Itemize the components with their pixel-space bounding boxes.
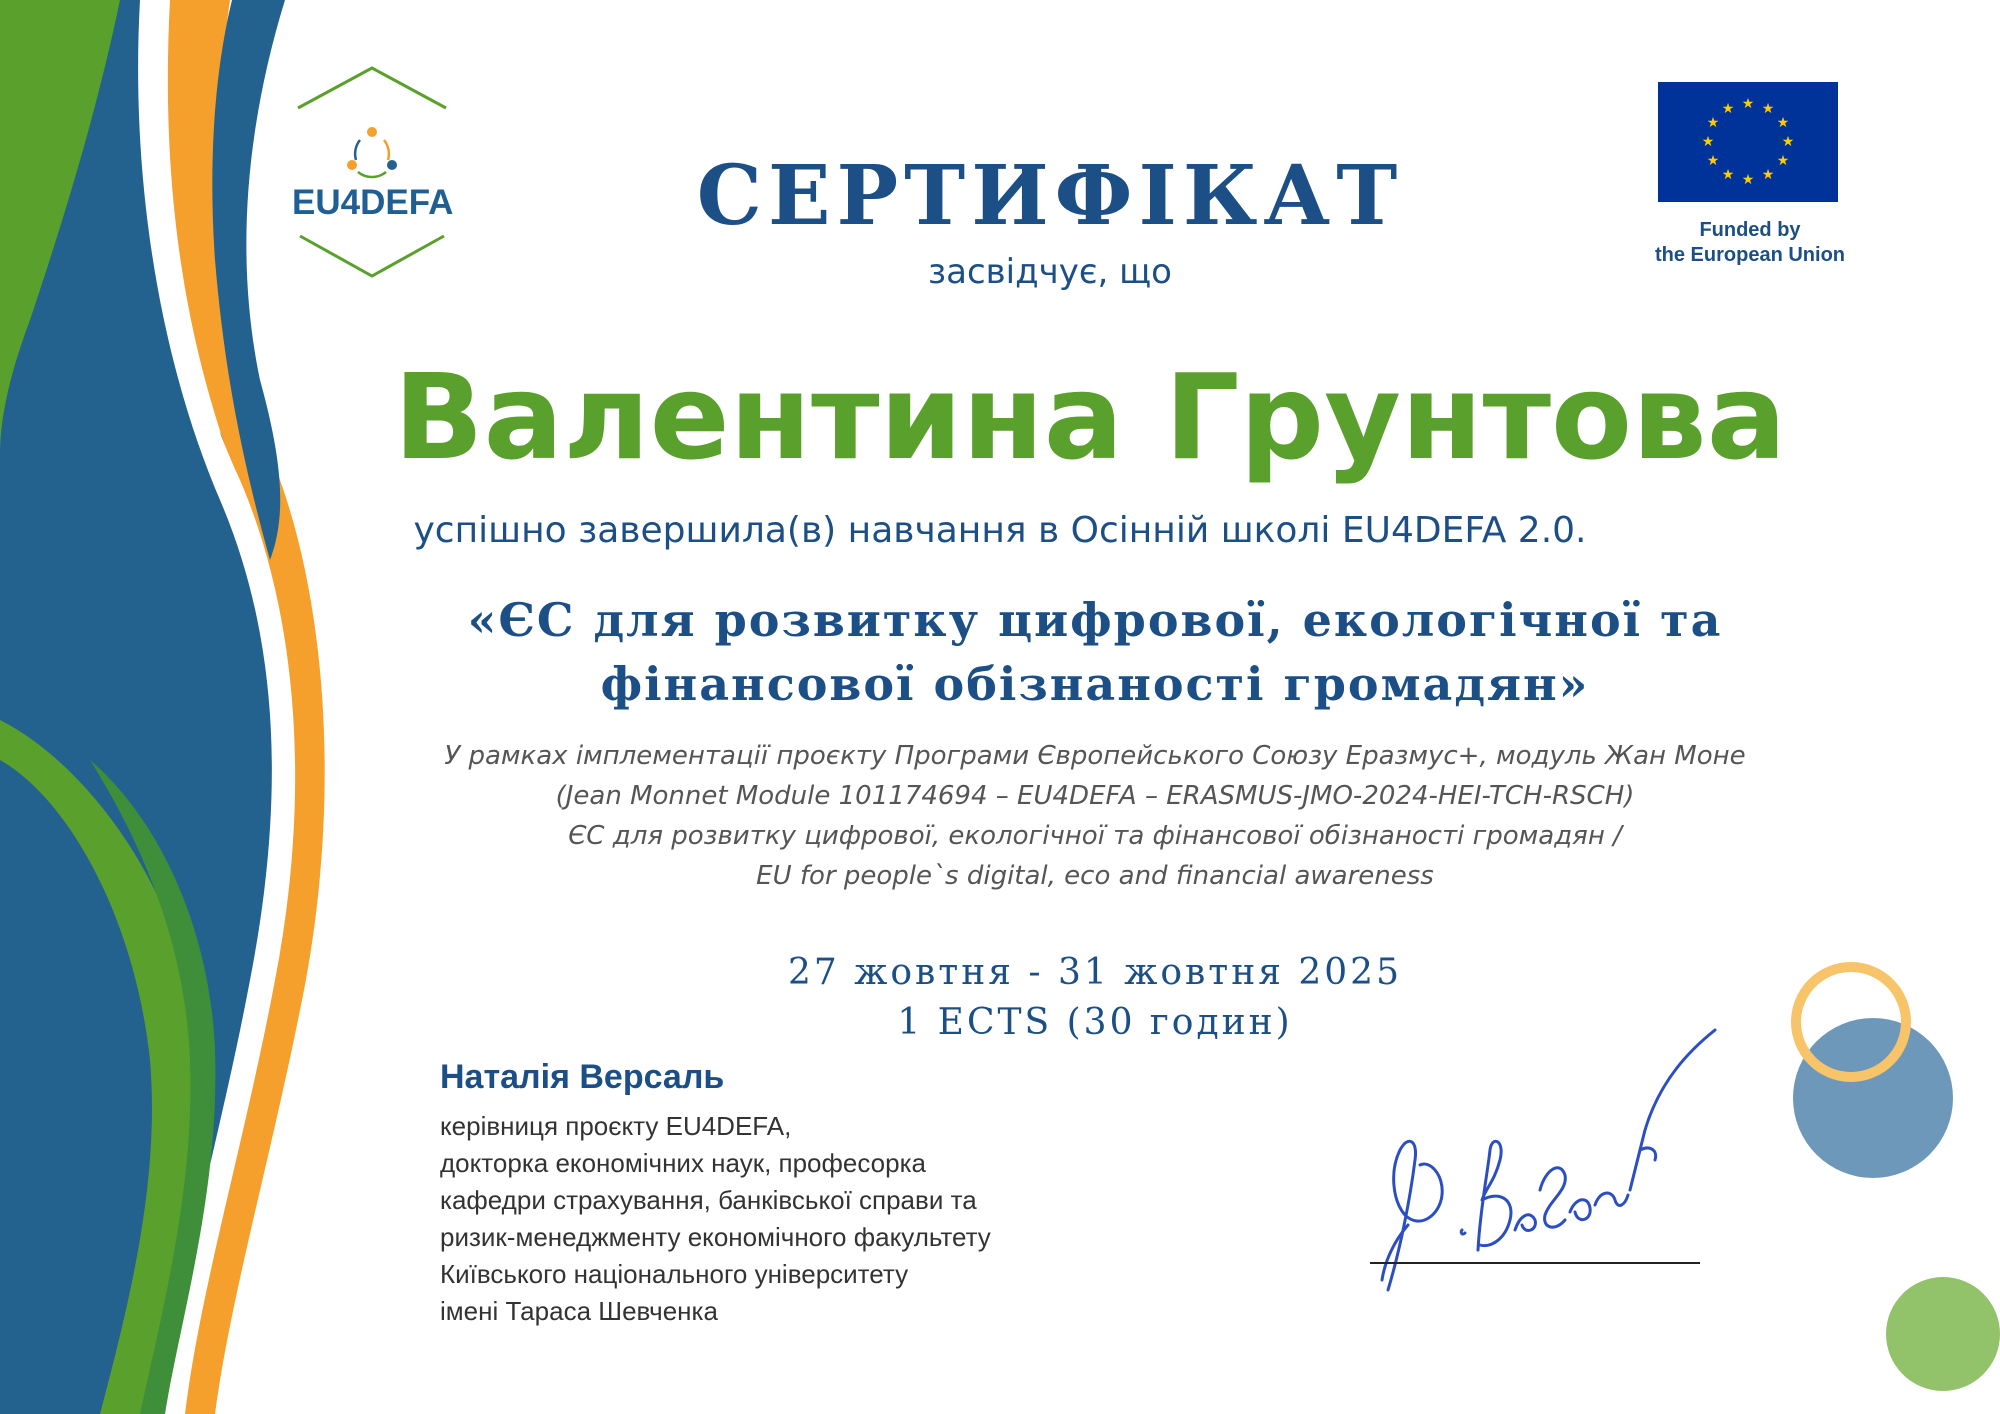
svg-text:★: ★ (1761, 101, 1775, 117)
svg-text:★: ★ (1721, 101, 1735, 117)
course-title-line1: «ЄС для розвитку цифрової, екологічної та (467, 593, 1723, 647)
svg-text:★: ★ (1781, 134, 1795, 150)
svg-text:★: ★ (1706, 153, 1720, 169)
signer-role-line: керівниця проєкту EU4DEFA, (440, 1111, 792, 1141)
svg-text:★: ★ (1741, 172, 1755, 188)
description-line: EU for people`s digital, eco and financial awareness (756, 861, 1434, 891)
eu4defa-logo-text: EU4DEFA (292, 183, 454, 222)
program-description (330, 736, 1860, 896)
svg-text:★: ★ (1721, 167, 1735, 183)
description-line: У рамках імплементації проєкту Програми Європейського Союзу Еразмус+, модуль Жан Моне (444, 741, 1746, 771)
signer-role-line: докторка економічних наук, професорка (440, 1148, 926, 1178)
signer-role-line: кафедри страхування, банківської справи та (440, 1185, 977, 1215)
course-credits: 1 ECTS (30 годин) (897, 1002, 1293, 1043)
svg-text:★: ★ (1761, 167, 1775, 183)
signer-role-line: імені Тараса Шевченка (440, 1296, 718, 1326)
signer-role-line: Київського національного університету (440, 1259, 909, 1289)
funded-line1: Funded by (1699, 219, 1801, 241)
svg-text:★: ★ (1776, 115, 1790, 131)
recipient-name: Валентина Грунтова (393, 348, 1787, 486)
signer-role (440, 1108, 1140, 1330)
course-title-line2: фінансової обізнаності громадян» (600, 657, 1590, 711)
svg-text:★: ★ (1701, 134, 1715, 150)
svg-text:★: ★ (1706, 115, 1720, 131)
circle-green (1886, 1277, 2000, 1391)
course-title (330, 588, 1860, 716)
description-line: ЄС для розвитку цифрової, екологічної та фінансової обізнаності громадян / (568, 821, 1622, 851)
svg-text:★: ★ (1741, 96, 1755, 112)
svg-text:★: ★ (1776, 153, 1790, 169)
description-line: (Jean Monnet Module 101174694 – EU4DEFA – ERASMUS-JMO-2024-HEI-TCH-RSCH) (555, 781, 1635, 811)
signer-name: Наталія Версаль (440, 1058, 725, 1096)
completion-text: успішно завершила(в) навчання в Осінній школі EU4DEFA 2.0. (413, 510, 1587, 551)
course-dates: 27 жовтня - 31 жовтня 2025 (788, 952, 1402, 993)
signature-line (1370, 1262, 1700, 1264)
dates-block (330, 948, 1860, 1048)
signature-graphic (1382, 1030, 1715, 1290)
funded-line2: the European Union (1655, 244, 1845, 266)
certificate-title: СЕРТИФІКАТ (696, 148, 1404, 244)
certifies-text: засвідчує, що (928, 252, 1172, 292)
signer-role-line: ризик-менеджменту економічного факультету (440, 1222, 991, 1252)
